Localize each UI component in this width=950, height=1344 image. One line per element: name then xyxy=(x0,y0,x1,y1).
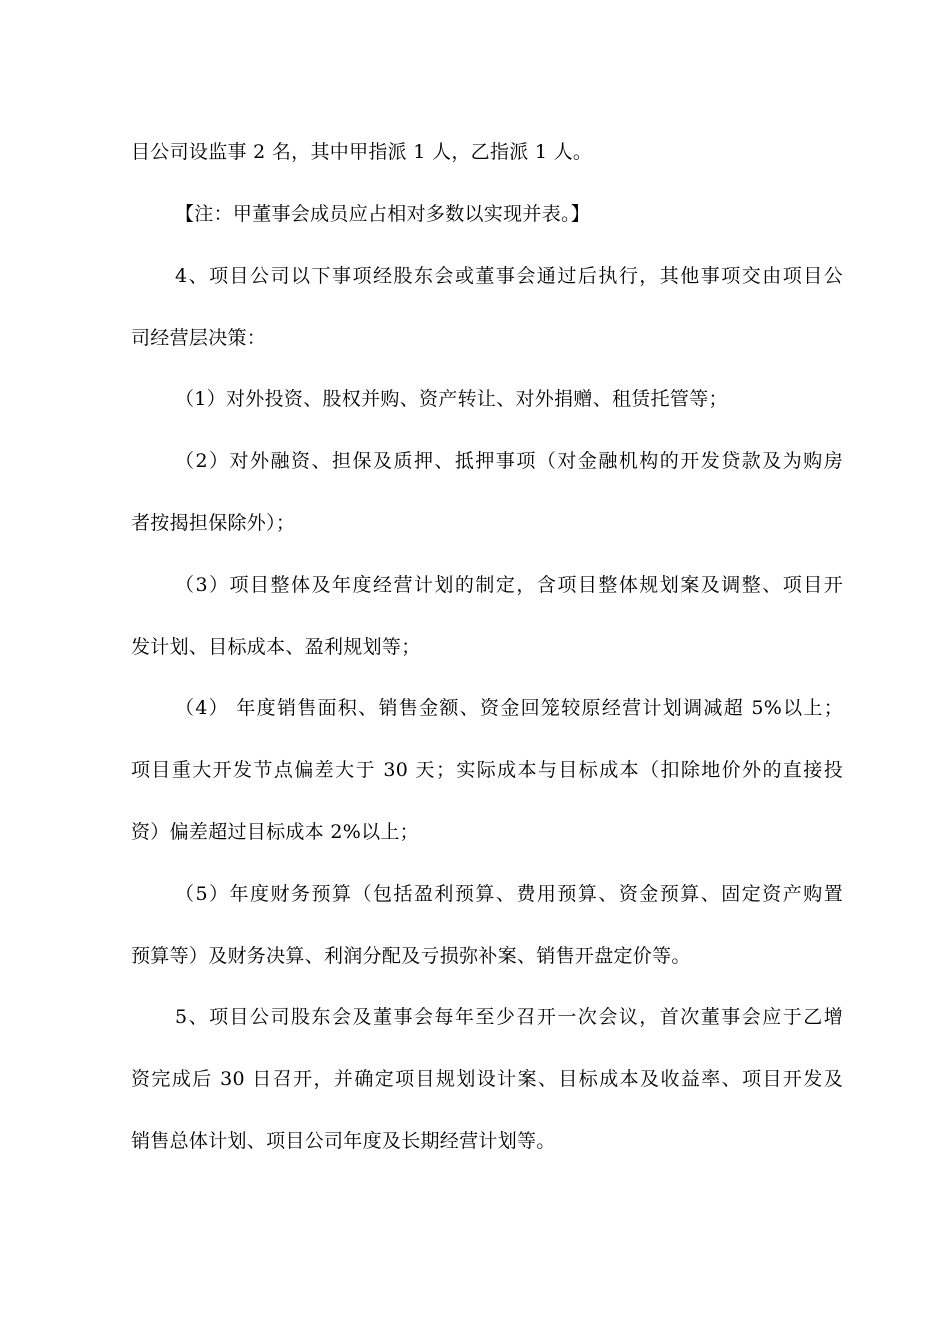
sub-item-4-line: （4） 年度销售面积、销售金额、资金回笼较原经营计划调减超 5%以上； xyxy=(175,697,843,719)
body-line: 发计划、目标成本、盈利规划等； xyxy=(131,636,421,658)
body-line: 销售总体计划、项目公司年度及长期经营计划等。 xyxy=(131,1130,556,1152)
note-line: 【注：甲董事会成员应占相对多数以实现并表。】 xyxy=(175,203,591,225)
item-4-line: 4、项目公司以下事项经股东会或董事会通过后执行，其他事项交由项目公 xyxy=(175,265,843,287)
body-line: 资完成后 30 日召开，并确定项目规划设计案、目标成本及收益率、项目开发及 xyxy=(131,1068,843,1090)
body-line: 资）偏差超过目标成本 2%以上； xyxy=(131,821,419,843)
sub-item-2-line: （2）对外融资、担保及质押、抵押事项（对金融机构的开发贷款及为购房 xyxy=(175,450,843,472)
sub-item-1-line: （1）对外投资、股权并购、资产转让、对外捐赠、租赁托管等； xyxy=(175,388,728,410)
item-5-line: 5、项目公司股东会及董事会每年至少召开一次会议，首次董事会应于乙增 xyxy=(175,1006,843,1028)
body-line: 预算等）及财务决算、利润分配及亏损弥补案、销售开盘定价等。 xyxy=(131,945,691,967)
body-line: 司经营层决策： xyxy=(131,327,267,349)
body-line: 者按揭担保除外）； xyxy=(131,512,296,534)
sub-item-5-line: （5）年度财务预算（包括盈利预算、费用预算、资金预算、固定资产购置 xyxy=(175,883,843,905)
sub-item-3-line: （3）项目整体及年度经营计划的制定，含项目整体规划案及调整、项目开 xyxy=(175,574,843,596)
body-line: 目公司设监事 2 名，其中甲指派 1 人，乙指派 1 人。 xyxy=(131,141,593,163)
body-line: 项目重大开发节点偏差大于 30 天；实际成本与目标成本（扣除地价外的直接投 xyxy=(131,759,843,781)
